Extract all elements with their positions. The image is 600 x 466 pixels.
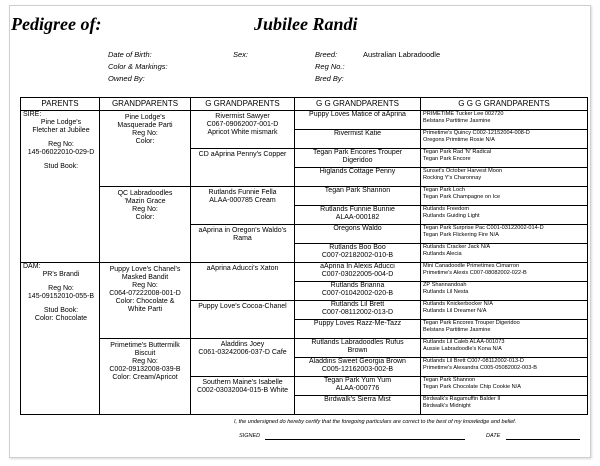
grandparent-line: Color:: [135, 138, 155, 145]
gg-grandparent-cell: [295, 225, 421, 244]
grandparent-line: Masked Bandit: [121, 274, 169, 281]
ggg-grandparent-line: PRIMETIME Tucker Lee 002720: [423, 111, 504, 117]
parent-role: DAM:: [23, 263, 41, 270]
pedigree-row: [21, 263, 588, 282]
gg-grandparent-line: Rutlands Funnie Bunnie: [320, 206, 395, 213]
ggg-grandparent-line: Rutlands Lil Nesta: [423, 289, 469, 295]
great-grandparent-line: Rama: [233, 235, 252, 242]
ggg-grandparent-line: Tegan Park Champagne on Ice: [423, 194, 501, 200]
grandparent-line: C064-07222008-001-D: [109, 290, 181, 297]
great-grandparent-cell: [191, 111, 295, 149]
grandparent-cell: [100, 339, 191, 415]
great-grandparent-line: Puppy Love's Cocoa-Chanel: [198, 303, 287, 310]
great-grandparent-cell: [191, 187, 295, 225]
grandparent-line: Puppy Love's Chanel's: [109, 266, 181, 273]
gg-grandparent-cell: [295, 320, 421, 339]
col-ggg-grandparents: G G G GRANDPARENTS: [421, 98, 588, 111]
gg-grandparent-line: aAprina In Alexis Aducci: [320, 263, 395, 270]
great-grandparent-line: Apricot White mismark: [207, 129, 278, 136]
gg-grandparent-line: Digeridoo: [342, 157, 373, 164]
ggg-grandparent-cell: [421, 320, 588, 339]
grandparent-line: Color:: [135, 214, 155, 221]
ggg-grandparent-cell: [421, 377, 588, 396]
ggg-grandparent-line: Tegan Park Loch: [423, 187, 465, 193]
gg-grandparent-cell: [295, 377, 421, 396]
ggg-grandparent-cell: [421, 187, 588, 206]
reg-number: 145-09152010-055-B: [27, 293, 95, 300]
ggg-grandparent-line: Tegan Park Surprise Pac C001-03122002-014-D: [423, 225, 544, 231]
ggg-grandparent-line: Birdwalk's Ragamuffin Balder II: [423, 396, 501, 402]
ggg-grandparent-line: Belstans Partitime Jasmine: [423, 327, 491, 333]
signed-label: SIGNED: [239, 433, 261, 439]
stud-book: Stud Book:: [43, 307, 79, 314]
ggg-grandparent-line: Primetime's Quincy C002-12152004-008-D: [423, 130, 530, 136]
gg-grandparent-line: C007-08112002-013-D: [321, 309, 394, 316]
ggg-grandparent-line: Primetime's Alexis C007-08082002-022-B: [423, 270, 527, 276]
gg-grandparent-line: ALAA-000182: [335, 214, 380, 221]
great-grandparent-line: C002-03032004-015-B White: [196, 387, 289, 394]
grandparent-cell: [100, 263, 191, 339]
ggg-grandparent-line: Belstans Partitime Jasmine: [423, 118, 491, 124]
grandparent-line: 'Mazin Grace: [124, 198, 166, 205]
breed-value: Australian Labradoodle: [363, 50, 441, 59]
gg-grandparent-cell: [295, 282, 421, 301]
grandparent-line: C002-09132008-039-B: [109, 366, 181, 373]
gg-grandparent-line: C005-12162003-002-B: [321, 366, 394, 373]
ggg-grandparent-line: Rutlands Knickerbocker N/A: [423, 301, 493, 307]
ggg-grandparent-line: Rutlands Lil Caleb ALAA-001073: [423, 339, 505, 345]
ggg-grandparent-line: Rocking Y's Charonnay: [423, 175, 482, 181]
ggg-grandparent-line: Mini Canadoodle Primetimes Cimarron: [423, 263, 520, 269]
pedigree-table: [20, 97, 588, 415]
col-grandparents: GRANDPARENTS: [100, 98, 191, 111]
gg-grandparent-cell: [295, 339, 421, 358]
ggg-grandparent-cell: [421, 339, 588, 358]
ggg-grandparent-line: Aussie Labradoodle's Kona N/A: [423, 346, 502, 352]
date-line: [506, 439, 580, 440]
ggg-grandparent-line: Rutlands Lil Brett C007-08112002-013-D: [423, 358, 524, 364]
gg-grandparent-cell: [295, 263, 421, 282]
grandparent-line: Reg No:: [132, 206, 158, 213]
great-grandparent-line: ALAA-000785 Cream: [209, 197, 276, 204]
gg-grandparent-line: Rutlands Lil Brett: [330, 301, 385, 308]
gg-grandparent-line: C007-02182002-010-B: [321, 252, 394, 259]
grandparent-line: Pine Lodge's: [124, 114, 166, 121]
gg-grandparent-cell: [295, 206, 421, 225]
ggg-grandparent-line: Tegan Park Chocolate Chip Cookie N/A: [423, 384, 521, 390]
gg-grandparent-cell: [295, 358, 421, 377]
reg-number: 145-06022010-029-D: [27, 149, 95, 156]
great-grandparent-cell: [191, 301, 295, 339]
gg-grandparent-line: Tegan Park Shannon: [324, 187, 391, 194]
grandparent-line: Masquerade Parti: [117, 122, 173, 129]
ggg-grandparent-line: Rutlands Lil Dreamer N/A: [423, 308, 487, 314]
parent-cell: [21, 263, 100, 415]
parent-role: SIRE:: [23, 111, 42, 118]
ggg-grandparent-cell: [421, 149, 588, 168]
grandparent-line: Primetime's Buttermilk: [110, 342, 180, 349]
pedigree-row: [21, 339, 588, 358]
grandparent-line: Color: Cream/Apricot: [112, 374, 178, 381]
breed-label: Breed:: [315, 50, 338, 59]
gg-grandparent-line: Rutlands Boo Boo: [329, 244, 386, 251]
gg-grandparent-line: Tegan Park Yum Yum: [323, 377, 392, 384]
great-grandparent-cell: [191, 263, 295, 301]
certification-text: I, the undersigned do hereby certify that the foregoing particulars are correct to the best of my knowledge and belief.: [234, 419, 517, 425]
owned-label: Owned By:: [108, 74, 145, 83]
ggg-grandparent-cell: [421, 263, 588, 282]
grandparent-line: Reg No:: [132, 282, 158, 289]
grandparent-line: Reg No:: [132, 358, 158, 365]
ggg-grandparent-line: Rutlands Guiding Light: [423, 213, 480, 219]
sex-label: Sex:: [233, 50, 249, 59]
grandparent-line: White Parti: [127, 306, 163, 313]
col-gg-grandparents: G G GRANDPARENTS: [295, 98, 421, 111]
gg-grandparent-line: Tegan Park Encores Trouper: [312, 149, 403, 156]
gg-grandparent-line: Brown: [347, 347, 368, 354]
ggg-grandparent-line: ZP Shannandoah: [423, 282, 467, 288]
ggg-grandparent-line: Rutlands Cracker Jack N/A: [423, 244, 491, 250]
ggg-grandparent-cell: [421, 225, 588, 244]
parent-name-line: PR's Brandi: [42, 271, 80, 278]
ggg-grandparent-line: Sunset's October Harvest Moon: [423, 168, 503, 174]
reg-label: Reg No:: [48, 141, 74, 148]
grandparent-line: Biscuit: [134, 350, 156, 357]
regno-label: Reg No.:: [315, 62, 345, 71]
grandparent-cell: [100, 187, 191, 263]
color-label: Color & Markings:: [108, 62, 168, 71]
reg-label: Reg No:: [48, 285, 74, 292]
ggg-grandparent-line: Tegan Park Shannon: [423, 377, 476, 383]
pedigree-row: [21, 187, 588, 206]
stud-book: Stud Book:: [43, 163, 79, 170]
great-grandparent-line: CD aAprina Penny's Copper: [198, 151, 287, 158]
ggg-grandparent-line: Oregons Primtime Rosie N/A: [423, 137, 495, 143]
gg-grandparent-cell: [295, 301, 421, 320]
great-grandparent-line: aAprina Aducci's Xaton: [206, 265, 279, 272]
great-grandparent-cell: [191, 225, 295, 263]
gg-grandparent-cell: [295, 187, 421, 206]
date-label: DATE: [486, 433, 501, 439]
gg-grandparent-line: Rutlands Brianna: [330, 282, 385, 289]
great-grandparent-line: Rutlands Funnie Fella: [208, 189, 277, 196]
gg-grandparent-cell: [295, 130, 421, 149]
ggg-grandparent-cell: [421, 168, 588, 187]
ggg-grandparent-line: Tegan Park Rad 'N' Radical: [423, 149, 492, 155]
grandparent-line: Reg No:: [132, 130, 158, 137]
gg-grandparent-line: ALAA-000776: [335, 385, 380, 392]
gg-grandparent-line: Puppy Loves Matice of aAprina: [309, 111, 406, 118]
great-grandparent-line: Aladdins Joey: [220, 341, 265, 348]
gg-grandparent-cell: [295, 168, 421, 187]
gg-grandparent-line: Puppy Loves Razz-Me-Tazz: [313, 320, 402, 327]
ggg-grandparent-cell: [421, 282, 588, 301]
gg-grandparent-line: Rutlands Labradoodles Rufus: [311, 339, 404, 346]
gg-grandparent-line: Aladdins Sweet Georgia Brown: [309, 358, 406, 365]
ggg-grandparent-line: Tegan Park Flickering Fire N/A: [423, 232, 499, 238]
dog-name: Jubilee Randi: [254, 14, 358, 34]
signature-line: [265, 439, 465, 440]
gg-grandparent-line: Birdwalk's Sierra Mist: [324, 396, 391, 403]
ggg-grandparent-cell: [421, 111, 588, 130]
great-grandparent-line: C067-09062007-001-D: [206, 121, 279, 128]
gg-grandparent-line: Higlands Cottage Penny: [319, 168, 396, 175]
great-grandparent-line: C061-03242006-037-D Cafe: [198, 349, 287, 356]
gg-grandparent-cell: [295, 111, 421, 130]
gg-grandparent-cell: [295, 149, 421, 168]
ggg-grandparent-line: Primetime's Alexandra C005-05082002-003-B: [423, 365, 537, 371]
ggg-grandparent-cell: [421, 244, 588, 263]
gg-grandparent-line: Rivermist Katie: [333, 130, 382, 137]
gg-grandparent-line: C007-01042002-020-B: [321, 290, 394, 297]
great-grandparent-cell: [191, 377, 295, 415]
ggg-grandparent-line: Birdwalk's Midnight: [423, 403, 471, 409]
great-grandparent-line: aAprina in Oregon's Waldo's: [198, 227, 287, 234]
ggg-grandparent-cell: [421, 358, 588, 377]
great-grandparent-cell: [191, 149, 295, 187]
parent-cell: [21, 111, 100, 263]
pedigree-row: [21, 111, 588, 130]
great-grandparent-line: Rivermist Sawyer: [215, 113, 270, 120]
gg-grandparent-line: Oregons Waldo: [333, 225, 382, 232]
gg-grandparent-line: C007-03022005-004-D: [321, 271, 394, 278]
great-grandparent-line: Southern Maine's Isabelle: [202, 379, 283, 386]
col-g-grandparents: G GRANDPARENTS: [191, 98, 295, 111]
grandparent-cell: [100, 111, 191, 187]
ggg-grandparent-line: Rutlands Alecia: [423, 251, 462, 257]
gg-grandparent-cell: [295, 396, 421, 415]
ggg-grandparent-cell: [421, 301, 588, 320]
dob-label: Date of Birth:: [108, 50, 152, 59]
ggg-grandparent-line: Rutlands Freedom: [423, 206, 470, 212]
ggg-grandparent-line: Tegan Park Encores Trouper Digeridoo: [423, 320, 520, 326]
pedigree-label: Pedigree of:: [11, 14, 102, 34]
gg-grandparent-cell: [295, 244, 421, 263]
great-grandparent-cell: [191, 339, 295, 377]
header-row: [21, 98, 588, 111]
parent-name-line: Pine Lodge's: [40, 119, 82, 126]
ggg-grandparent-cell: [421, 130, 588, 149]
ggg-grandparent-line: Tegan Park Encore: [423, 156, 471, 162]
col-parents: PARENTS: [21, 98, 100, 111]
parent-name-line: Fletcher at Jubilee: [32, 127, 90, 134]
grandparent-line: Color: Chocolate &: [115, 298, 175, 305]
ggg-grandparent-cell: [421, 206, 588, 225]
ggg-grandparent-cell: [421, 396, 588, 415]
parent-color: Color: Chocolate: [34, 315, 88, 322]
grandparent-line: QC Labradoodles: [117, 190, 173, 197]
bred-label: Bred By:: [315, 74, 344, 83]
